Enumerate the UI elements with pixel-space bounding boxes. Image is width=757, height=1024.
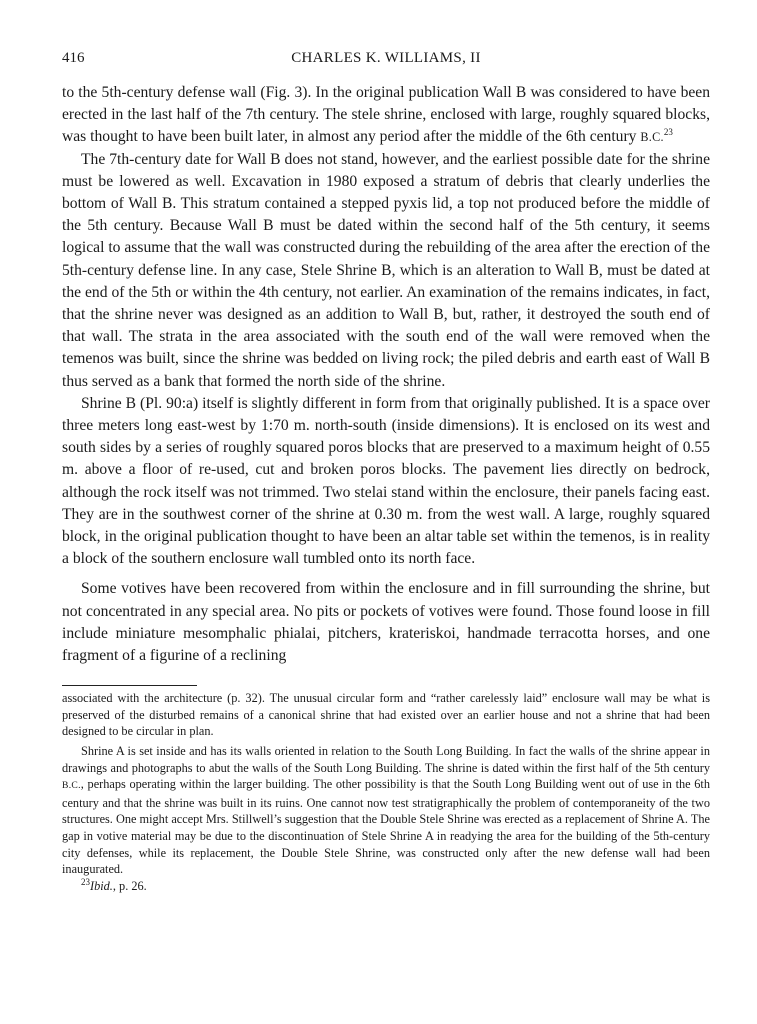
- footnote-era-abbreviation: B.C.: [62, 780, 81, 792]
- page-number: 416: [62, 50, 85, 66]
- footnote-shrine-a: [62, 743, 710, 878]
- footnotes: [62, 690, 710, 894]
- footnote-reference: 23: [663, 127, 673, 138]
- footnote-23-number: 23: [81, 876, 90, 887]
- footnote-23-text: , p. 26.: [112, 878, 147, 893]
- page-header: [62, 50, 710, 76]
- paragraph-4: Some votives have been recovered from within the enclosure and in fill surrounding the shrine, but not concentrated in any special area. No pits or pockets of votives were found. Those found loose in fill include miniature mesomphalic phialai, pitchers, krateriskoi, handmade terracotta horses, and one fragment of a figurine of a reclining: [62, 580, 710, 665]
- footnote-shrine-a-text-1: Shrine A is set inside and has its walls oriented in relation to the South Long Building. In fact the walls of the shrine appear in drawings and photographs to abut the walls of the South Long Building. The shrine is dated within the first half of the 5th century: [62, 744, 710, 775]
- footnote-divider: [62, 685, 197, 686]
- body-text: [62, 82, 710, 667]
- footnote-shrine-a-text-2: , perhaps operating within the larger building. The other possibility is that the South Long Building went out of use in the 6th century and that the shrine was built in its ruins. One cannot now test stratigraphically the problem of contemporaneity of the two structures. One might accept Mrs. Stillwell’s suggestion that the Double Stele Shrine was erected as a replacement of Shrine A. The gap in votive material may be due to the discontinuation of Stele Shrine A in readying the area for the building of the 5th-century city defenses, while its replacement, the Double Stele Shrine, was constructed only after the new defense wall had been inaugurated.: [62, 777, 710, 877]
- footnote-continued: associated with the architecture (p. 32). The unusual circular form and “rather carelessly laid” enclosure wall may be what is preserved of the disturbed remains of a canonical shrine that had existed over an earlier house and not a shrine that had been designed to be circular in plan.: [62, 691, 710, 739]
- running-head: CHARLES K. WILLIAMS, II: [291, 50, 481, 66]
- paragraph-2: The 7th-century date for Wall B does not stand, however, and the earliest possible date for the shrine must be lowered as well. Excavation in 1980 exposed a stratum of debris that clearly underlies the bottom of Wall B. This stratum contained a stepped pyxis lid, a top not produced before the middle of the 5th century. Because Wall B must be dated within the second half of the 5th century, it seems logical to assume that the wall was constructed during the rebuilding of the area after the erection of the 5th-century defense line. In any case, Stele Shrine B, which is an alteration to Wall B, must be dated at the end of the 5th or within the 4th century, not earlier. An examination of the remains indicates, in fact, that the shrine never was designed as an addition to Wall B, but, rather, it destroyed the south end of that wall. The strata in the area associated with the south end of the wall were removed when the temenos was built, since the shrine was bedded on living rock; the piled debris and earth east of Wall B thus served as a bank that formed the north side of the shrine.: [62, 150, 710, 390]
- paragraph-1: [62, 82, 710, 149]
- page: [62, 50, 710, 894]
- footnote-23: [62, 878, 710, 895]
- paragraph-3: Shrine B (Pl. 90:a) itself is slightly different in form from that originally published. It is a space over three meters long east-west by 1:70 m. north-south (inside dimensions). It is enclosed on its west and south sides by a series of roughly squared poros blocks that are preserved to a maximum height of 0.55 m. above a floor of re-used, cut and broken poros blocks. The pavement lies directly on bedrock, although the rock itself was not trimmed. Two stelai stand within the enclosure, their panels facing east. They are in the southwest corner of the shrine at 0.30 m. from the west wall. A large, roughly squared block, in the original publication thought to have been an altar table set within the temenos, is in reality a block of the southern enclosure wall tumbled onto its north face.: [62, 394, 710, 568]
- footnote-23-ibid: Ibid.: [90, 878, 113, 893]
- era-abbreviation: B.C.: [640, 130, 664, 145]
- paragraph-1-text: to the 5th-century defense wall (Fig. 3). In the original publication Wall B was considered to have been erected in the last half of the 7th century. The stele shrine, enclosed with large, roughly squared blocks, was thought to have been built later, in almost any period after the middle of the 6th century: [62, 84, 710, 146]
